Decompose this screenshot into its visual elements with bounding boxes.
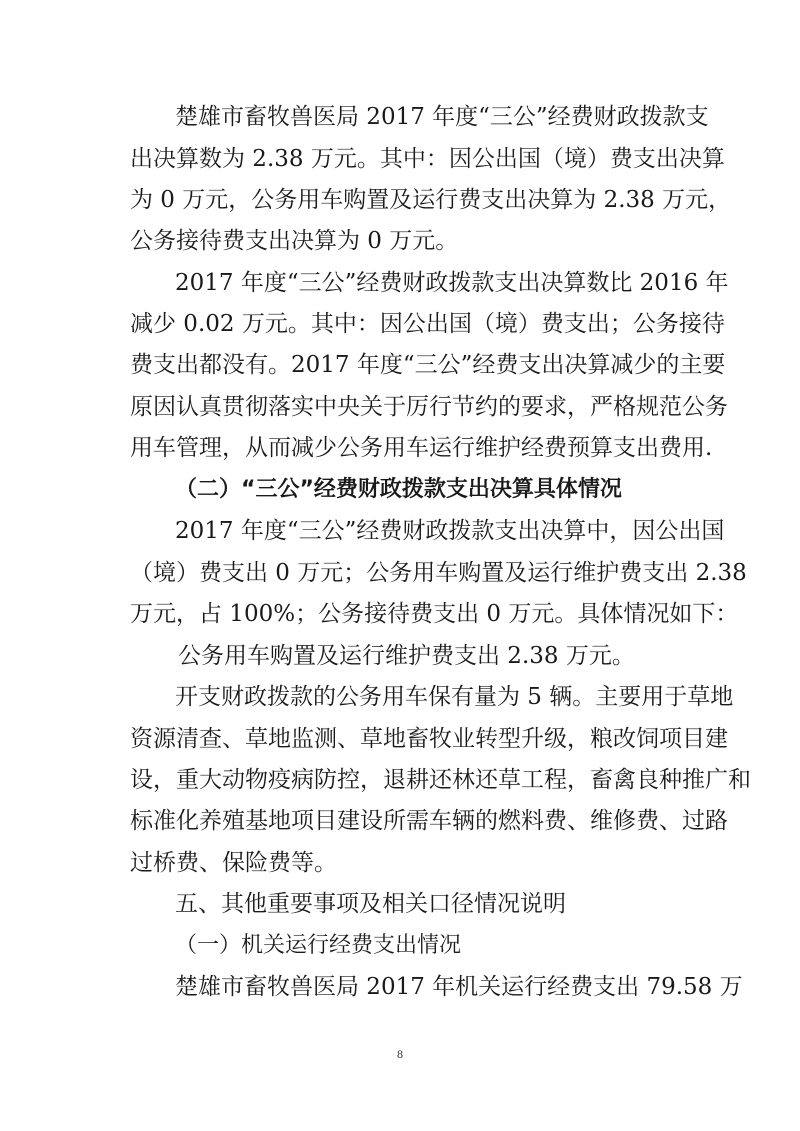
paragraph-2-line-3: 费支出都没有。2017 年度“三公”经费支出决算减少的主要 xyxy=(130,352,726,378)
paragraph-1-line-3: 为 0 万元，公务用车购置及运行费支出决算为 2.38 万元， xyxy=(130,187,732,213)
page-number: 8 xyxy=(397,1047,403,1061)
paragraph-2-line-5: 用车管理，从而减少公务用车运行维护经费预算支出费用. xyxy=(130,435,713,461)
paragraph-5-line-2: 资源清查、草地监测、草地畜牧业转型升级，粮改饲项目建 xyxy=(130,726,728,752)
paragraph-3-line-1: 2017 年度“三公”经费财政拨款支出决算中，因公出国 xyxy=(175,518,725,544)
paragraph-5-line-4: 标准化养殖基地项目建设所需车辆的燃料费、维修费、过路 xyxy=(130,808,728,834)
paragraph-5-line-5: 过桥费、保险费等。 xyxy=(130,850,337,876)
paragraph-1-line-1: 楚雄市畜牧兽医局 2017 年度“三公”经费财政拨款支 xyxy=(175,104,709,130)
paragraph-1-line-2: 出决算数为 2.38 万元。其中：因公出国（境）费支出决算 xyxy=(130,146,725,172)
paragraph-2-line-4: 原因认真贯彻落实中央关于厉行节约的要求，严格规范公务 xyxy=(130,394,728,420)
paragraph-1-line-4: 公务接待费支出决算为 0 万元。 xyxy=(130,228,459,254)
paragraph-3-line-3: 万元，占 100%；公务接待费支出 0 万元。具体情况如下： xyxy=(130,601,739,627)
paragraph-5-line-1: 开支财政拨款的公务用车保有量为 5 辆。主要用于草地 xyxy=(175,684,734,710)
paragraph-2-line-1: 2017 年度“三公”经费财政拨款支出决算数比 2016 年 xyxy=(175,270,729,296)
paragraph-6-line-1: 楚雄市畜牧兽医局 2017 年机关运行经费支出 79.58 万 xyxy=(175,974,743,1000)
paragraph-5-line-3: 设，重大动物疫病防控，退耕还林还草工程，畜禽良种推广和 xyxy=(130,767,751,793)
paragraph-4: 公务用车购置及运行维护费支出 2.38 万元。 xyxy=(178,643,635,669)
section-heading-2: （二）“三公”经费财政拨款支出决算具体情况 xyxy=(175,477,622,502)
section-heading-1: （一）机关运行经费支出情况 xyxy=(175,933,462,958)
paragraph-3-line-2: （境）费支出 0 万元；公务用车购置及运行维护费支出 2.38 xyxy=(130,560,747,586)
section-5-heading: 五、其他重要事项及相关口径情况说明 xyxy=(175,891,566,917)
paragraph-2-line-2: 减少 0.02 万元。其中：因公出国（境）费支出；公务接待 xyxy=(130,311,725,337)
